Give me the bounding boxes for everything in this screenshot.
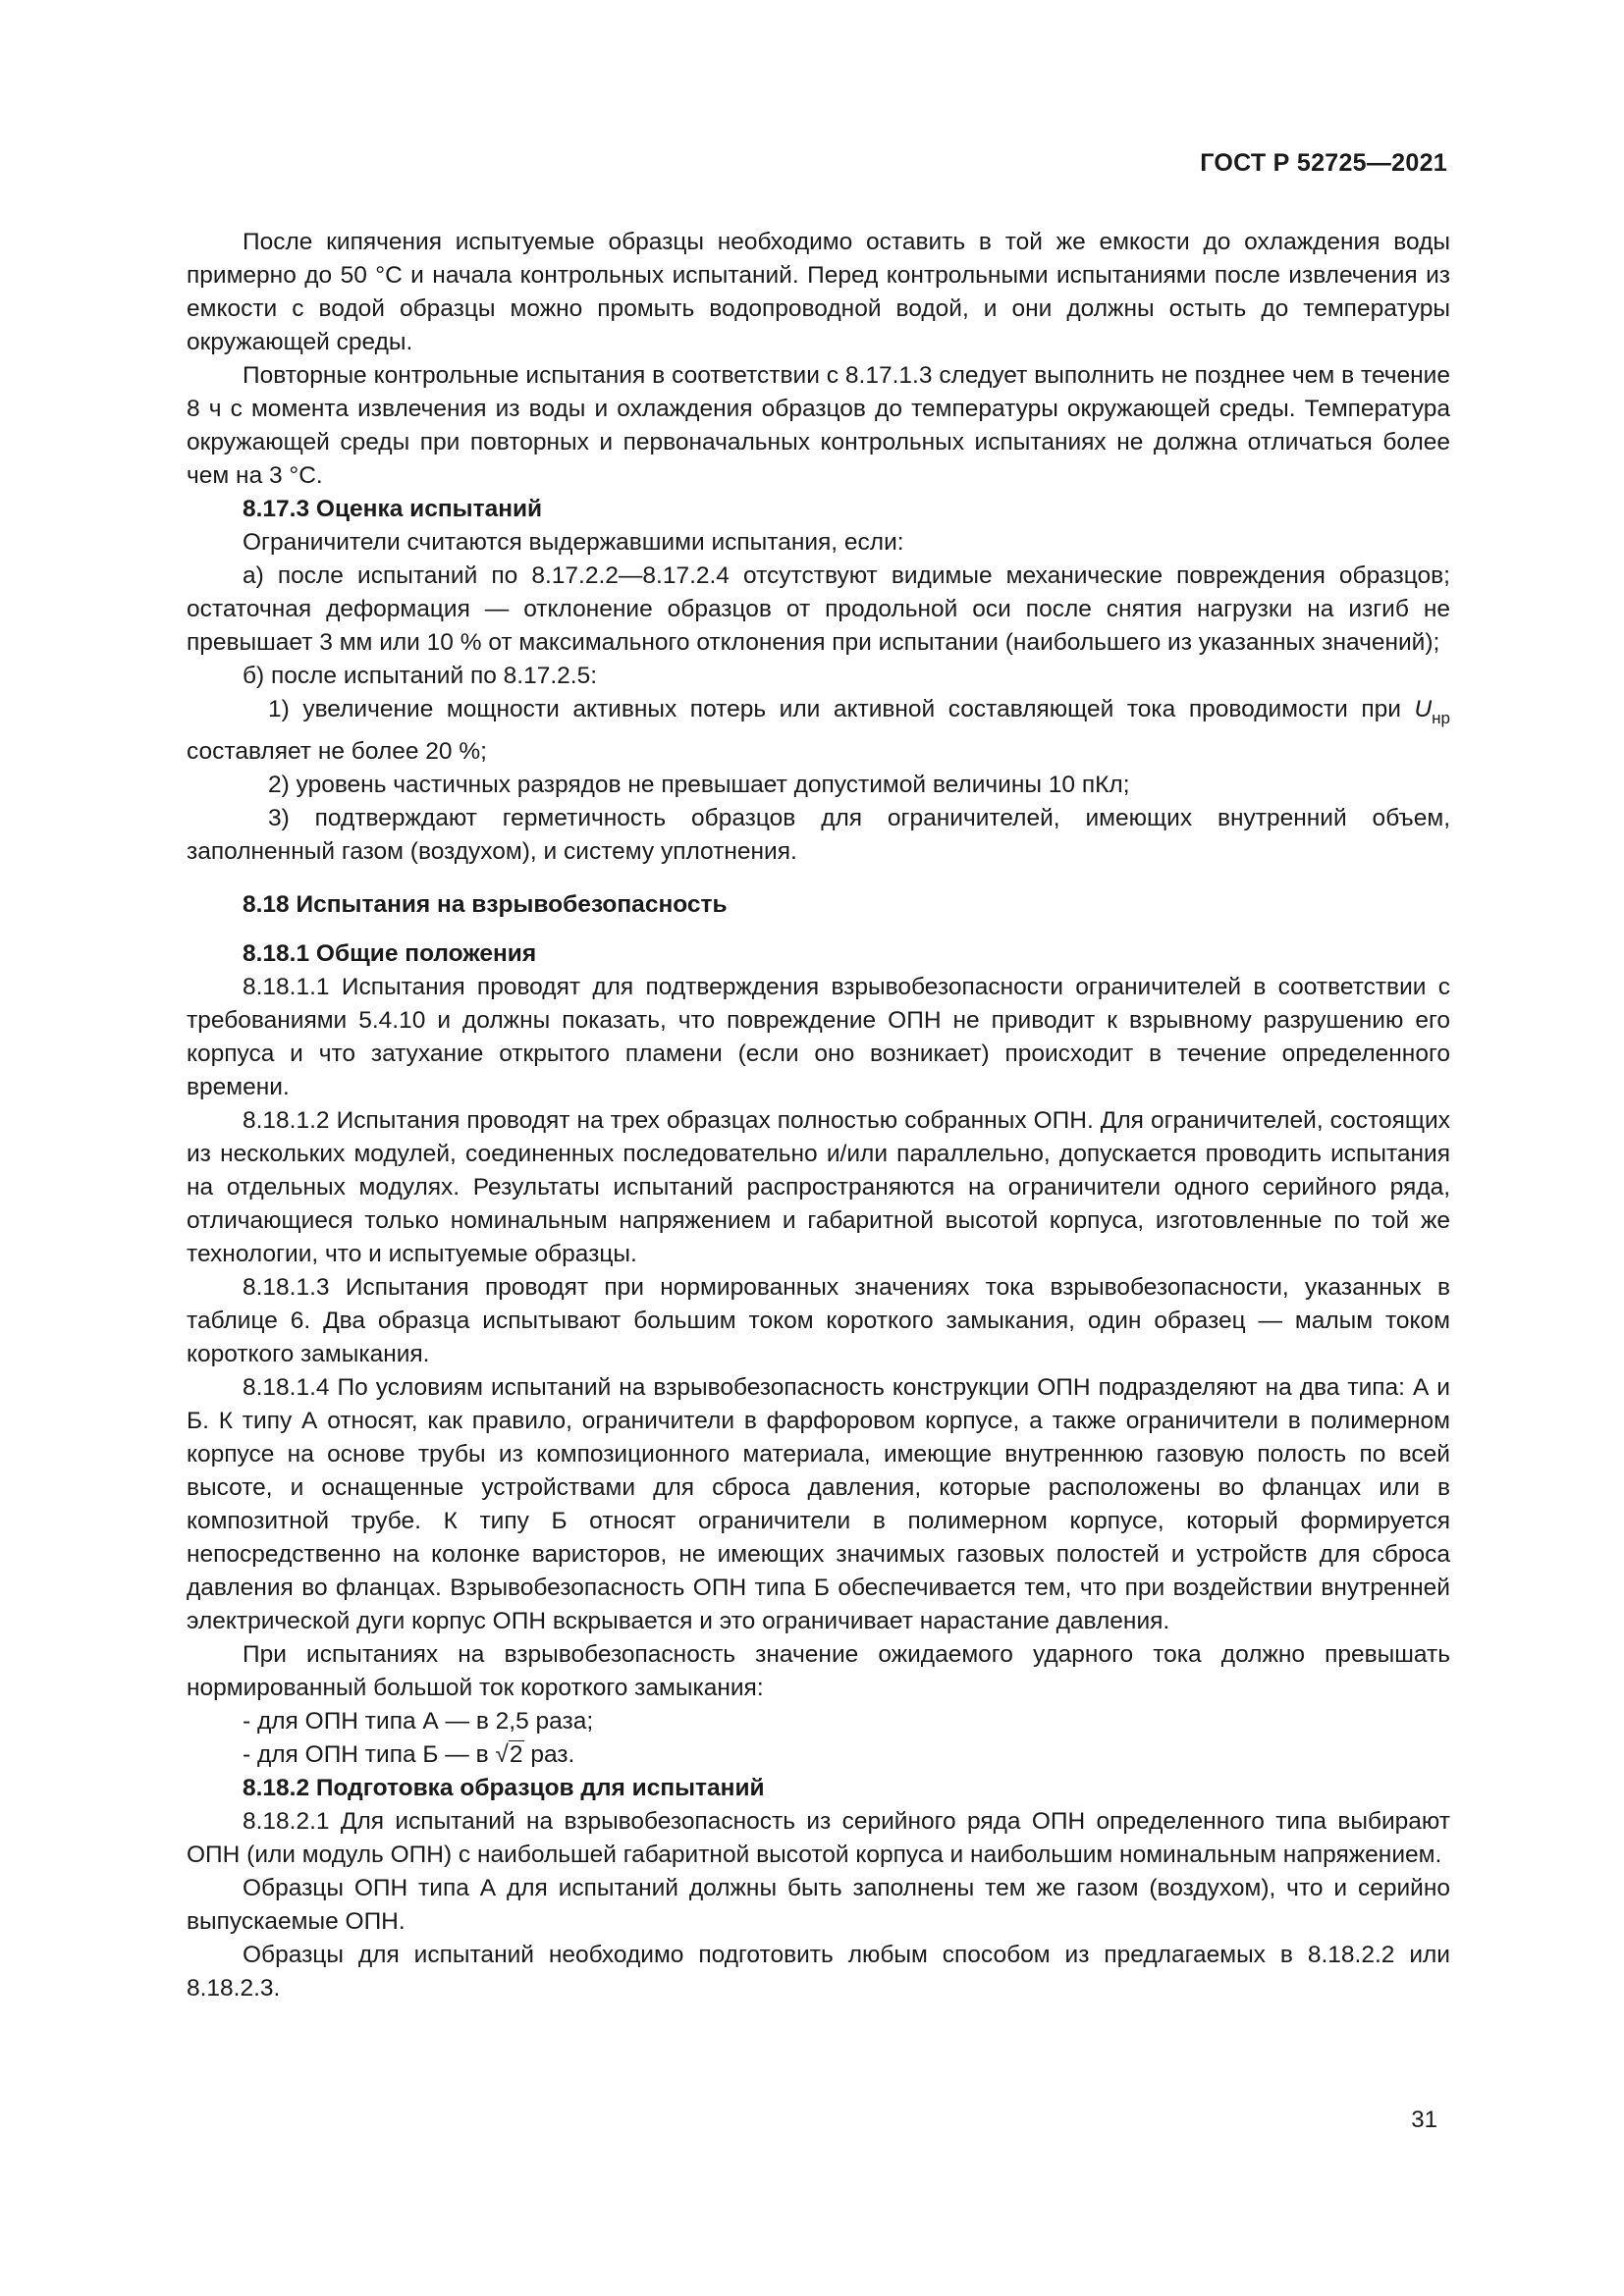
- paragraph: После кипячения испытуемые образцы необходимо оставить в той же емкости до охлаждения воды примерно до 50 °С и начала контрольных испытаний. Перед контрольными испытаниями после извлечения из емкости с водой образцы можно промыть водопроводной водой, и они должны остыть до температуры окружающей среды.: [187, 229, 1450, 355]
- paragraph: При испытаниях на взрывобезопасность значение ожидаемого ударного тока должно превышать нормированный большой ток короткого замыкания:: [187, 1641, 1450, 1701]
- section-heading-8-18: 8.18 Испытания на взрывобезопасность: [243, 891, 728, 918]
- section-heading-8-18-2: 8.18.2 Подготовка образцов для испытаний: [243, 1775, 765, 1801]
- voltage-subscript: нр: [1432, 709, 1451, 727]
- paragraph: 8.18.1.2 Испытания проводят на трех образцах полностью собранных ОПН. Для ограничителей, состоящих из нескольких модулей, соединенных последовательно и/или параллельно, допускается проводить испытания на отдельных модулях. Результаты испытаний распространяются на ограничители одного серийного ряда, отличающиеся только номинальным напряжением и габаритной высотой корпуса, изготовленные по той же технологии, что и испытуемые образцы.: [187, 1107, 1450, 1267]
- paragraph: Образцы для испытаний необходимо подготовить любым способом из предлагаемых в 8.18.2.2 или 8.18.2.3.: [187, 1942, 1450, 2002]
- sqrt-radicand: 2: [509, 1741, 523, 1768]
- list-item: - для ОПН типа А — в 2,5 раза;: [243, 1708, 594, 1735]
- page-number: 31: [1411, 2107, 1437, 2133]
- list-item: б) после испытаний по 8.17.2.5:: [243, 663, 598, 689]
- document-id-header: ГОСТ Р 52725—2021: [1200, 149, 1447, 177]
- paragraph: Ограничители считаются выдержавшими испытания, если:: [243, 529, 904, 556]
- section-heading-8-18-1: 8.18.1 Общие положения: [243, 940, 537, 967]
- sub-list-item: 1) увеличение мощности активных потерь или активной составляющей тока проводимости при $U_{нр}$ составляет не более 20 %;: [187, 696, 1451, 765]
- sub-list-item: 3) подтверждают герметичность образцов для ограничителей, имеющих внутренний объем, заполненный газом (воздухом), и систему уплотнения.: [187, 805, 1450, 865]
- voltage-symbol: U: [1414, 696, 1433, 722]
- paragraph: 8.18.2.1 Для испытаний на взрывобезопасность из серийного ряда ОПН определенного типа выбирают ОПН (или модуль ОПН) с наибольшей габаритной высотой корпуса и наибольшим номинальным напряжением.: [187, 1808, 1450, 1868]
- paragraph: 8.18.1.4 По условиям испытаний на взрывобезопасность конструкции ОПН подразделяют на два типа: А и Б. К типу А относят, как правило, ограничители в фарфоровом корпусе, а также ограничители в полимерном корпусе на основе трубы из композиционного материала, имеющие внутреннюю газовую полость по всей высоте, и оснащенные устройствами для сброса давления, которые расположены во фланцах или в композитной трубе. К типу Б относят ограничители в полимерном корпусе, который формируется непосредственно на колонке варисторов, не имеющих значимых газовых полостей и устройств для сброса давления во фланцах. Взрывобезопасность ОПН типа Б обеспечивается тем, что при воздействии внутренней электрической дуги корпус ОПН вскрывается и это ограничивает нарастание давления.: [187, 1374, 1450, 1634]
- section-heading-8-17-3: 8.17.3 Оценка испытаний: [243, 496, 543, 522]
- paragraph: Повторные контрольные испытания в соответствии с 8.17.1.3 следует выполнить не позднее чем в течение 8 ч с момента извлечения из воды и охлаждения образцов до температуры окружающей среды. Температура окружающей среды при повторных и первоначальных контрольных испытаниях не должна отличаться более чем на 3 °С.: [187, 362, 1450, 489]
- paragraph: 8.18.1.3 Испытания проводят при нормированных значениях тока взрывобезопасности, указанных в таблице 6. Два образца испытывают большим током короткого замыкания, один образец — малым током короткого замыкания.: [187, 1274, 1450, 1367]
- list-item: а) после испытаний по 8.17.2.2—8.17.2.4 отсутствуют видимые механические повреждения образцов; остаточная деформация — отклонение образцов от продольной оси после снятия нагрузки на изгиб не превышает 3 мм или 10 % от максимального отклонения при испытании (наибольшего из указанных значений);: [187, 562, 1450, 656]
- sub-list-item: 2) уровень частичных разрядов не превышает допустимой величины 10 пКл;: [268, 772, 1130, 798]
- paragraph: Образцы ОПН типа А для испытаний должны быть заполнены тем же газом (воздухом), что и серийно выпускаемые ОПН.: [187, 1875, 1450, 1935]
- list-item: - для ОПН типа Б — в √2 раз.: [243, 1741, 575, 1768]
- document-body: [187, 226, 1450, 2005]
- paragraph: 8.18.1.1 Испытания проводят для подтверждения взрывобезопасности ограничителей в соответствии с требованиями 5.4.10 и должны показать, что повреждение ОПН не приводит к взрывному разрушению его корпуса и что затухание открытого пламени (если оно возникает) происходит в течение определенного времени.: [187, 974, 1450, 1100]
